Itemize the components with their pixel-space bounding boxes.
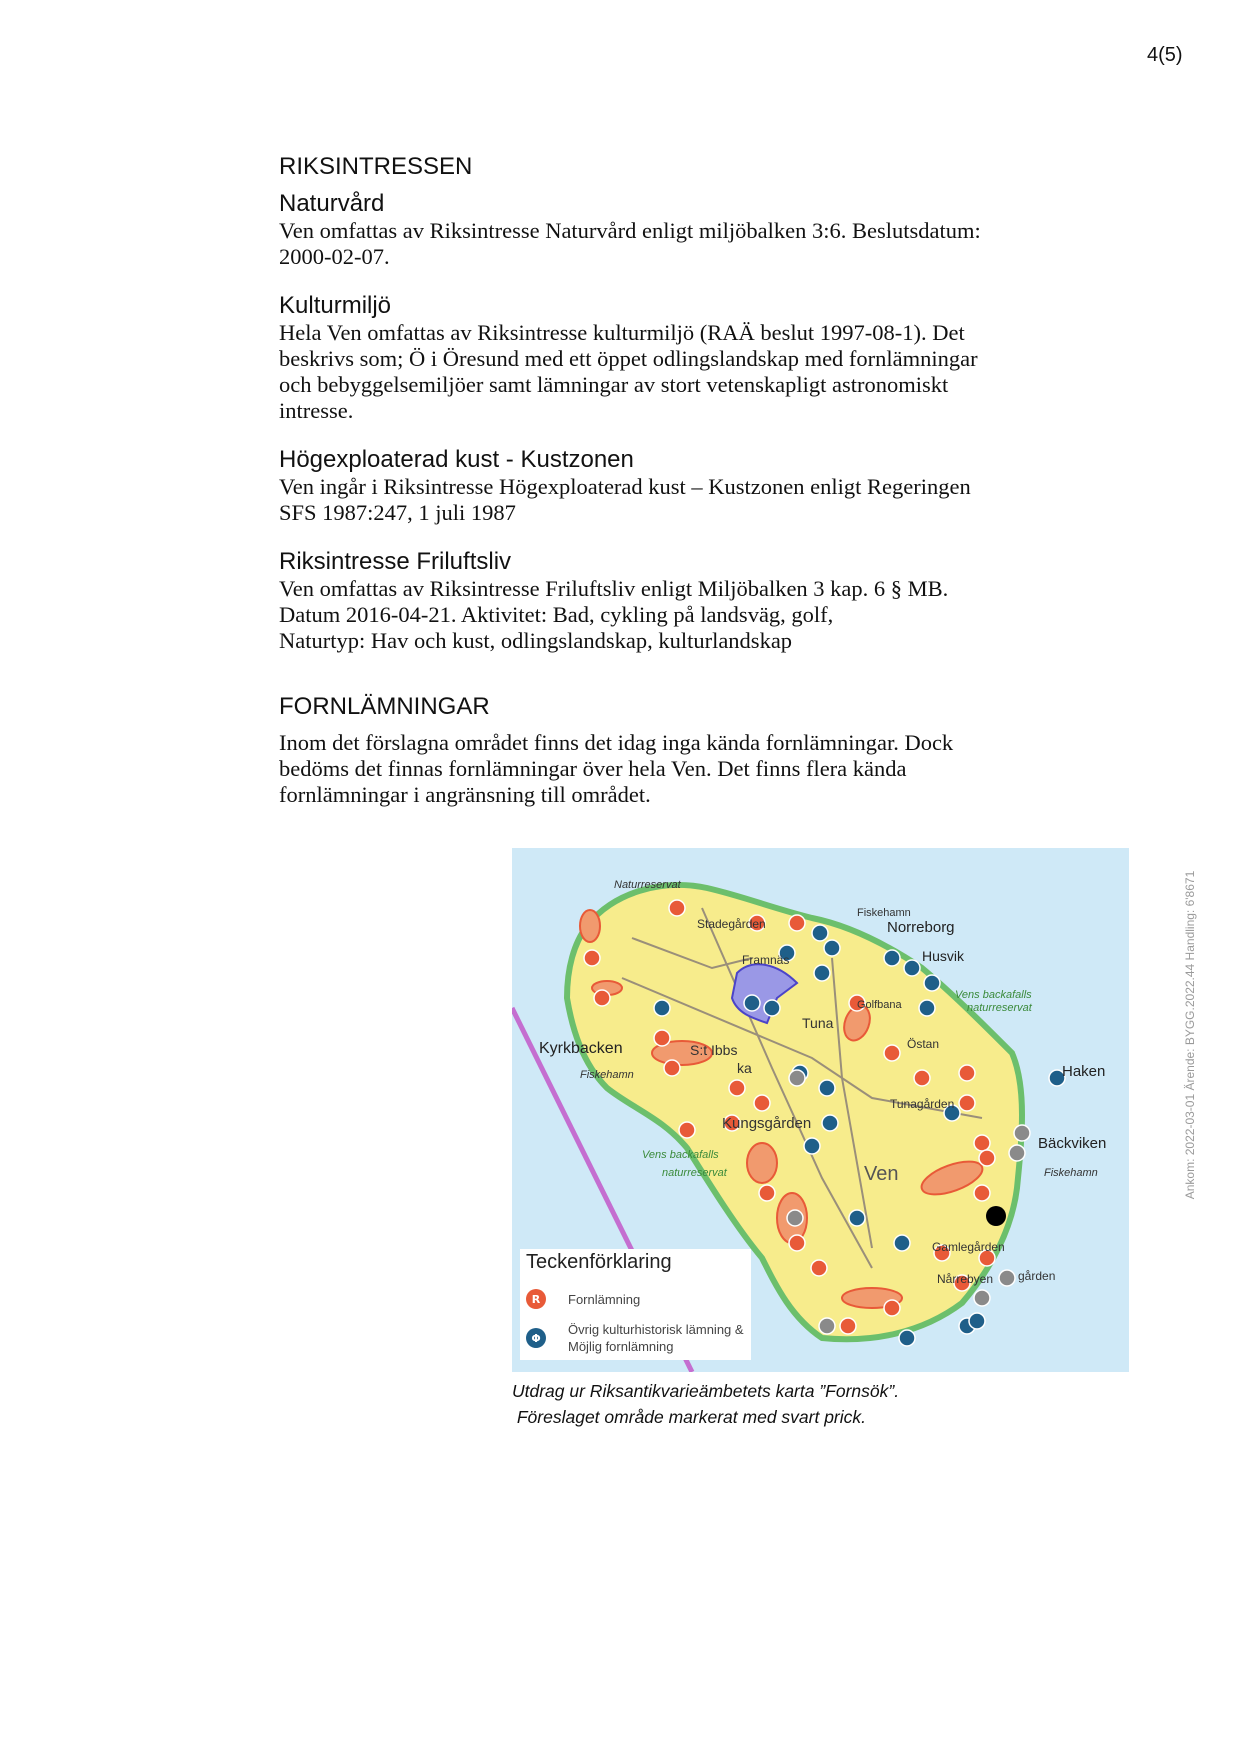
text-line: beskrivs som; Ö i Öresund med ett öppet odlingslandskap med fornlämningar [279,346,978,371]
fornlamningar-title: FORNLÄMNINGAR [279,693,490,720]
section-heading: Kulturmiljö [279,292,392,319]
text-line: fornlämningar i angränsning till området. [279,782,651,807]
proposed-area-point [986,1206,1006,1226]
map-label: Fiskehamn [857,907,911,919]
map-label: Vens backafalls [642,1149,719,1161]
section-heading: Riksintresse Friluftsliv [279,548,512,575]
text-line: Ven omfattas av Riksintresse Naturvård enligt miljöbalken 3:6. Beslutsdatum: [279,218,981,243]
map-label: Naturreservat [614,879,681,891]
map-label: Husvik [922,948,965,964]
ovrig-lamning-icon: Φ [526,1328,546,1348]
text-line: 2000-02-07. [279,244,390,269]
fornsok-map-figure [512,848,1129,1372]
legend-label-line: Övrig kulturhistorisk lämning & [568,1322,744,1337]
section-friluftsliv [279,548,1079,654]
map-label: Golfbana [857,999,902,1011]
map-label: Tunagården [890,1097,955,1111]
map-label: Tuna [802,1015,834,1031]
map-label: naturreservat [662,1167,727,1179]
text-line: SFS 1987:247, 1 juli 1987 [279,500,516,525]
legend-item-fornlamning [526,1289,640,1309]
section-heading: Naturvård [279,190,385,217]
fornlamningar-text [279,730,1079,808]
section-kulturmiljo [279,292,1079,424]
map-label: S:t Ibbs [690,1042,738,1058]
legend-label: Fornlämning [568,1291,641,1307]
section-naturvard [279,190,1079,270]
map-label: gården [1018,1269,1056,1283]
map-label: Kyrkbacken [539,1040,623,1057]
text-line: bedöms det finnas fornlämningar över hela Ven. Det finns flera kända [279,756,907,781]
document-body [279,150,1079,808]
map-label: Norreborg [887,919,955,936]
map-label: Vens backafalls [955,989,1032,1001]
section-text [279,576,1079,654]
fornlamning-area [580,910,600,942]
text-line: Ven omfattas av Riksintresse Friluftsliv enligt Miljöbalken 3 kap. 6 § MB. [279,576,949,601]
section-text [279,218,1079,270]
side-stamp: Ankom: 2022-03-01 Ärende: BYGG.2022.44 Handling: 6'8671 [1183,870,1197,1200]
text-line: Ven ingår i Riksintresse Högexploaterad kust – Kustzonen enligt Regeringen [279,474,971,499]
text-line: Datum 2016-04-21. Aktivitet: Bad, cykling på landsväg, golf, [279,602,834,627]
map-label: Bäckviken [1038,1135,1107,1152]
map-label: ka [737,1060,752,1076]
legend-label-line: Möjlig fornlämning [568,1339,674,1354]
map-label: Östan [907,1037,940,1051]
section-text [279,320,1079,424]
text-line: Inom det förslagna området finns det idag inga kända fornlämningar. Dock [279,730,954,755]
riksintressen-title: RIKSINTRESSEN [279,153,473,180]
map-label: Fiskehamn [1044,1167,1098,1179]
map-legend [520,1249,751,1360]
map-label: Framnäs [742,953,790,967]
legend-title: Teckenförklaring [526,1251,672,1273]
fornlamning-area [747,1143,777,1183]
text-line: Naturtyp: Hav och kust, odlingslandskap, kulturlandskap [279,628,793,653]
caption-line: Föreslaget område markerat med svart prick. [512,1407,867,1427]
section-text [279,474,1079,526]
section-heading: Högexploaterad kust - Kustzonen [279,446,634,473]
map-label: Kungsgården [722,1115,812,1132]
legend-label [568,1321,744,1355]
figure-caption [512,1378,899,1430]
map-label: Fiskehamn [580,1069,634,1081]
section-hogexploaterad-kust [279,446,1079,526]
map-label: Nårrebyen [937,1272,994,1286]
text-line: Hela Ven omfattas av Riksintresse kulturmiljö (RAÄ beslut 1997-08-1). Det [279,320,965,345]
map-label: Stadegården [697,917,766,931]
caption-line: Utdrag ur Riksantikvarieämbetets karta ”Fornsök”. [512,1381,900,1401]
map-label: Gamlegården [932,1240,1005,1254]
legend-item-ovrig [526,1321,744,1355]
map-label: naturreservat [967,1002,1032,1014]
fornlamning-icon: R [526,1289,546,1309]
text-line: och bebyggelsemiljöer samt lämningar av stort vetenskapligt astronomiskt [279,372,949,397]
map-label: Haken [1062,1063,1106,1080]
page-number: 4(5) [1147,44,1183,66]
text-line: intresse. [279,398,354,423]
map-label: Ven [864,1163,899,1185]
